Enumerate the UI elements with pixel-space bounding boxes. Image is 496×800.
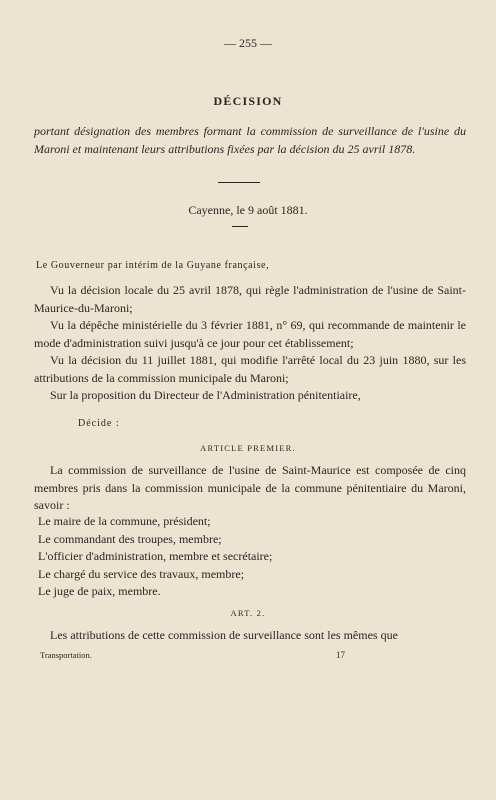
footer-sheet-number: 17 <box>336 650 345 660</box>
footer-signature: Transportation. <box>40 650 92 660</box>
member-item: Le commandant des troupes, membre; <box>38 531 222 546</box>
member-item: L'officier d'administration, membre et secrétaire; <box>38 549 273 563</box>
consideration-paragraph: Vu la décision locale du 25 avril 1878, qui règle l'administration de l'usine de Saint-Maurice-du-Maroni; <box>34 283 466 315</box>
member-item: Le juge de paix, membre. <box>38 584 161 598</box>
article-2-paragraph: Les attributions de cette commission de surveillance sont les mêmes que <box>50 628 398 642</box>
consideration-paragraph: Vu la décision du 11 juillet 1881, qui modifie l'arrêté local du 23 juin 1880, sur les attributions de la commission municipale du Maroni; <box>34 353 466 385</box>
member-item: Le chargé du service des travaux, membre; <box>38 566 245 581</box>
considerations-block <box>34 282 466 405</box>
governor-heading: Le Gouverneur par intérim de la Guyane française, <box>36 260 270 271</box>
dateline: Cayenne, le 9 août 1881. <box>188 203 308 217</box>
page-number: — 255 — <box>224 36 272 50</box>
decide-heading: Décide : <box>78 418 120 429</box>
article-2-body <box>34 627 466 645</box>
article-2-heading: ART. 2. <box>230 608 266 618</box>
document-subtitle: portant désignation des membres formant la commission de surveillance de l'usine du Maroni et maintenant leurs attributions fixées par la décision du 25 avril 1878. <box>34 124 466 156</box>
members-list <box>34 513 466 601</box>
article-1-paragraph: La commission de surveillance de l'usine de Saint-Maurice est composée de cinq membres pris dans la commission municipale de la commune pénitentiaire du Maroni, savoir : <box>34 463 466 512</box>
consideration-paragraph: Vu la dépêche ministérielle du 3 février 1881, n° 69, qui recommande de maintenir le mode d'administration suivi jusqu'à ce jour pour cet établissement; <box>34 318 466 350</box>
title-divider <box>218 182 260 183</box>
dateline-divider <box>232 226 248 227</box>
document-title: DÉCISION <box>213 94 283 108</box>
article-1-heading: ARTICLE PREMIER. <box>200 443 296 453</box>
member-item: Le maire de la commune, président; <box>38 514 211 528</box>
consideration-paragraph: Sur la proposition du Directeur de l'Administration pénitentiaire, <box>50 388 361 402</box>
article-1-body <box>34 462 466 515</box>
